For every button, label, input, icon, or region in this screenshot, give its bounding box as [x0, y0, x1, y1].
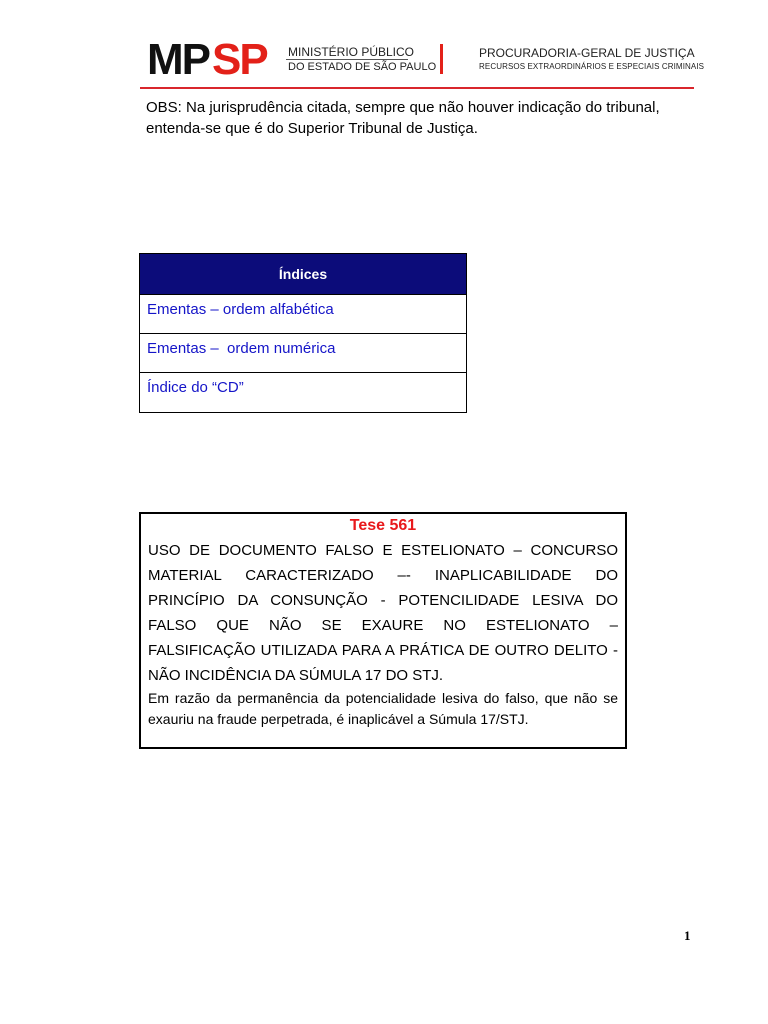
obs-note: OBS: Na jurisprudência citada, sempre que não houver indicação do tribunal, entenda-se que é do Superior Tribunal de Justiça.	[146, 99, 660, 137]
tese-title: Tese 561	[349, 517, 417, 534]
logo-sp: SP	[212, 35, 267, 84]
ministerio-underline	[286, 59, 408, 60]
index-link-numerica[interactable]: Ementas – ordem numérica	[140, 334, 466, 373]
pgj-line2: RECURSOS EXTRAORDINÁRIOS E ESPECIAIS CRIMINAIS	[479, 62, 705, 71]
ministerio-line1: MINISTÉRIO PÚBLICO	[288, 45, 415, 59]
page-header	[0, 0, 768, 90]
tese-box	[139, 512, 627, 749]
indices-title: Índices	[140, 254, 466, 295]
header-rule	[140, 87, 694, 89]
ministerio-line2: DO ESTADO DE SÃO PAULO	[288, 61, 437, 73]
tese-body: Em razão da permanência da potencialidade lesiva do falso, que não se exauriu na fraude perpetrada, é inaplicável a Súmula 17/STJ.	[148, 690, 618, 727]
tese-ementa: USO DE DOCUMENTO FALSO E ESTELIONATO – CONCURSO MATERIAL CARACTERIZADO –- INAPLICABILIDADE DO PRINCÍPIO DA CONSUNÇÃO - POTENCILIDADE LESIVA DO FALSO QUE NÃO SE EXAURE NO ESTELIONATO – FALSIFICAÇÃO UTILIZADA PARA A PRÁTICA DE OUTRO DELITO - NÃO INCIDÊNCIA DA SÚMULA 17 DO STJ.	[148, 542, 618, 684]
indices-table	[139, 253, 467, 413]
index-link-alfabetica[interactable]: Ementas – ordem alfabética	[140, 295, 466, 334]
pgj-line1: PROCURADORIA-GERAL DE JUSTIÇA	[479, 46, 695, 60]
page-number: 1	[684, 928, 691, 943]
index-link-cd[interactable]: Índice do “CD”	[147, 379, 244, 396]
header-red-divider	[440, 44, 443, 74]
logo-mp: MP	[147, 35, 209, 84]
